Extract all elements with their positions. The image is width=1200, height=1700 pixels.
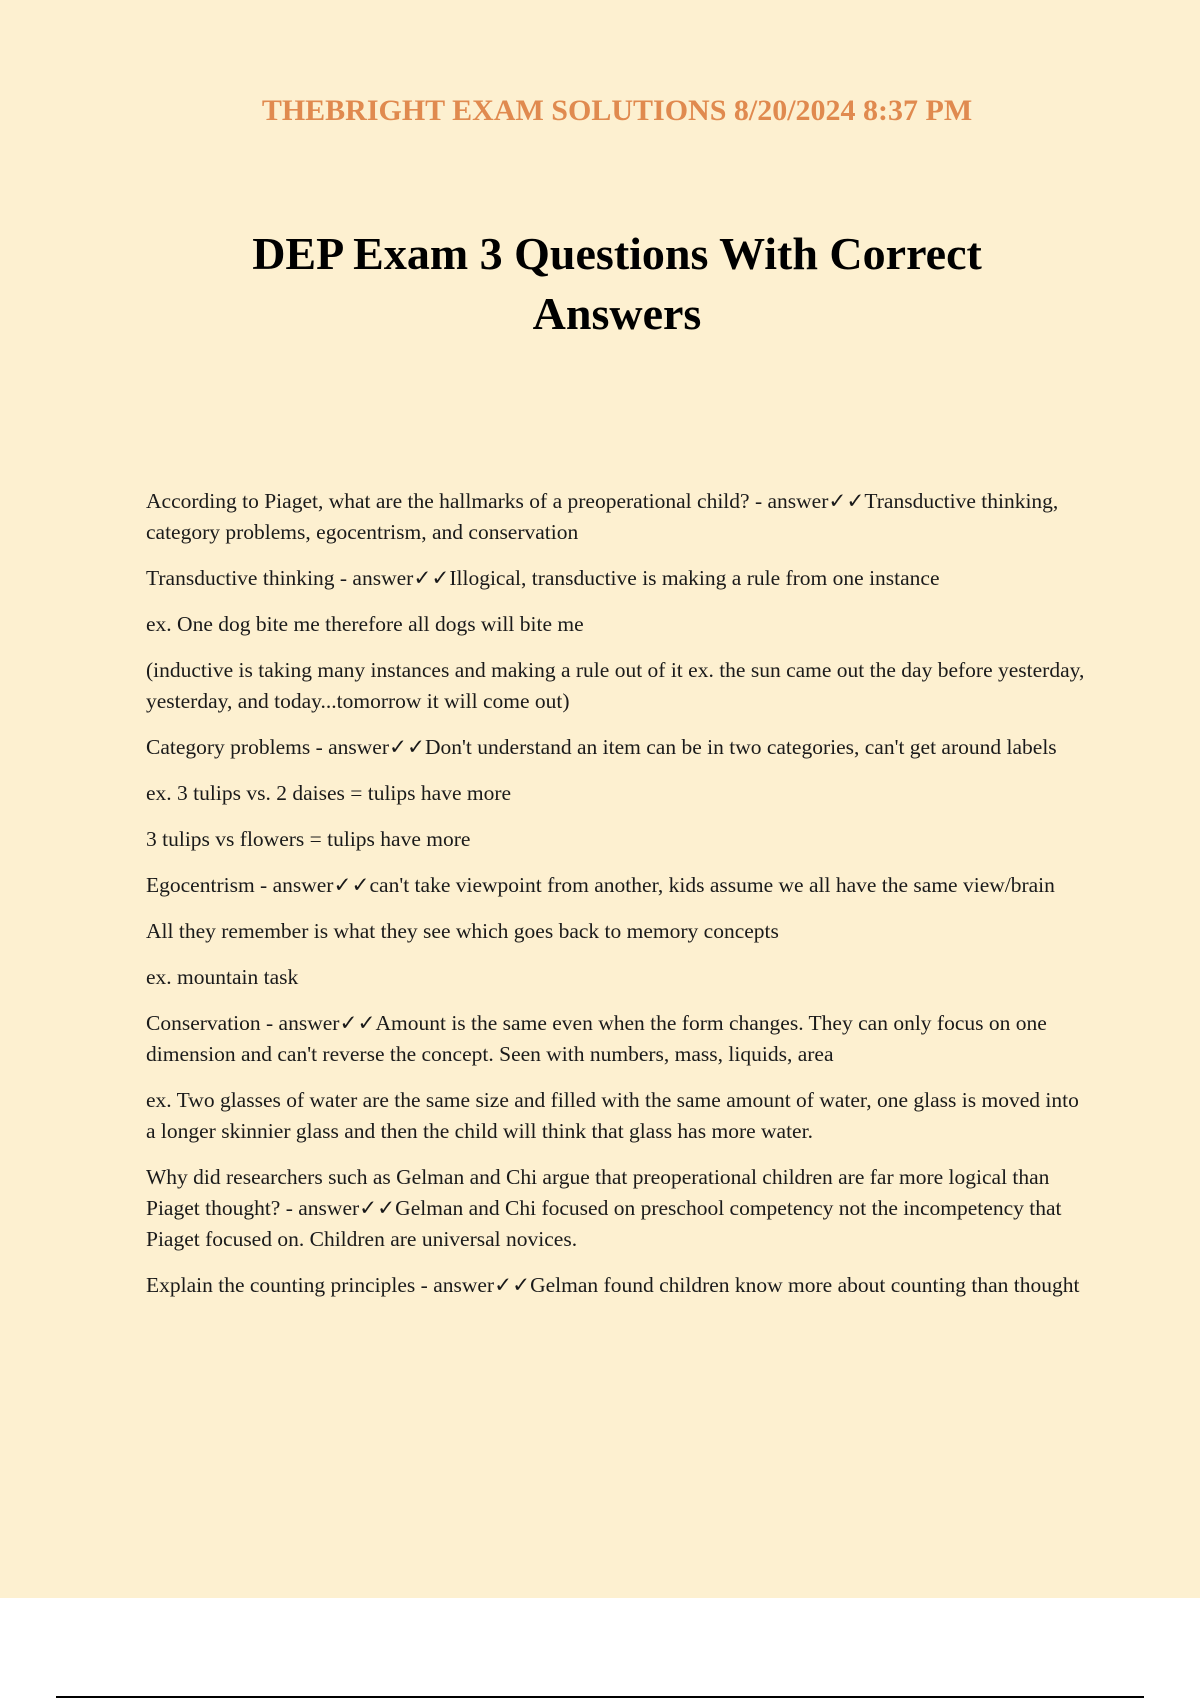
paragraph: Conservation - answer✓✓Amount is the same even when the form changes. They can only focus on one dimension and can't reverse the concept. Seen with numbers, mass, liquids, area: [146, 1011, 1047, 1066]
paragraph: Category problems - answer✓✓Don't understand an item can be in two categories, can't get around labels: [146, 735, 1057, 759]
paragraph: Explain the counting principles - answer✓✓Gelman found children know more about counting than thought: [146, 1273, 1080, 1297]
paragraph: Egocentrism - answer✓✓can't take viewpoint from another, kids assume we all have the same view/brain: [146, 873, 1055, 897]
paragraph: (inductive is taking many instances and making a rule out of it ex. the sun came out the day before yesterday, yesterday, and today...tomorrow it will come out): [146, 658, 1085, 713]
paragraph: ex. Two glasses of water are the same size and filled with the same amount of water, one glass is moved into a longer skinnier glass and then the child will think that glass has more water.: [146, 1088, 1079, 1143]
paragraph: ex. mountain task: [146, 965, 299, 989]
title-line-2: Answers: [532, 288, 702, 339]
paragraph: ex. 3 tulips vs. 2 daises = tulips have more: [146, 781, 512, 805]
paragraph: According to Piaget, what are the hallmarks of a preoperational child? - answer✓✓Transductive thinking, category problems, egocentrism, and conservation: [146, 489, 1059, 544]
paragraph: All they remember is what they see which goes back to memory concepts: [146, 919, 779, 943]
paragraph: Transductive thinking - answer✓✓Illogical, transductive is making a rule from one instance: [146, 566, 940, 590]
paragraph: Why did researchers such as Gelman and Chi argue that preoperational children are far more logical than Piaget thought? - answer✓✓Gelman and Chi focused on preschool competency not the incompetency that Piaget focused on. Children are universal novices.: [146, 1165, 1062, 1251]
page-header: THEBRIGHT EXAM SOLUTIONS 8/20/2024 8:37 PM: [261, 94, 973, 127]
document-title: [0, 224, 1200, 344]
document-body: [146, 486, 1086, 1316]
paragraph: 3 tulips vs flowers = tulips have more: [146, 827, 471, 851]
title-line-1: DEP Exam 3 Questions With Correct: [252, 228, 982, 279]
page-divider: [56, 1696, 1144, 1698]
paragraph: ex. One dog bite me therefore all dogs will bite me: [146, 612, 584, 636]
